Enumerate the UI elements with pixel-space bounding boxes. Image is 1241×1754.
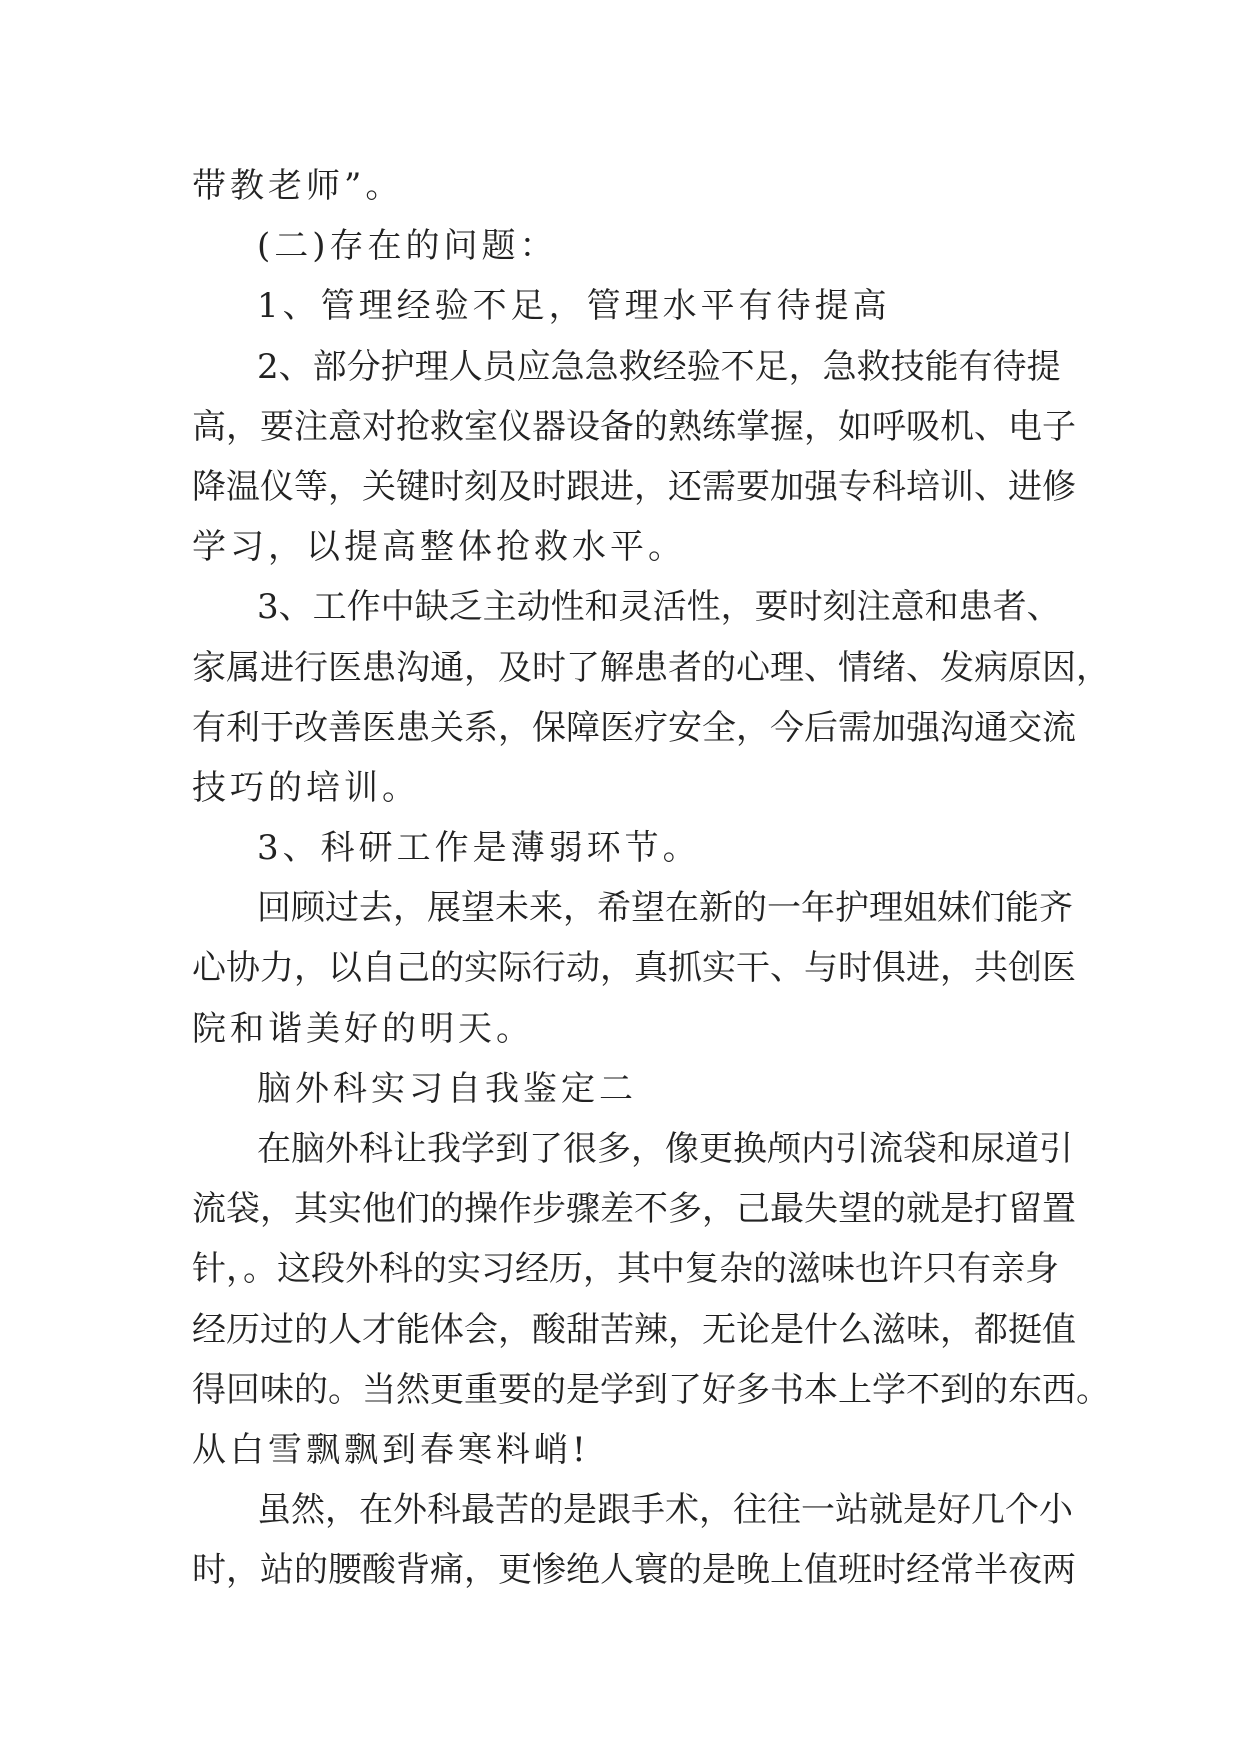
text-line-17: 在脑外科让我学到了很多，像更换颅内引流袋和尿道引 (257, 1129, 1073, 1169)
text-line-11: 技巧的培训。 (192, 767, 420, 808)
text-line-10: 有利于改善医患关系，保障医疗安全，今后需加强沟通交流 (192, 707, 1076, 748)
text-line-5: 高，要注意对抢救室仪器设备的熟练掌握，如呼吸机、电子 (192, 406, 1076, 447)
text-line-3: 1、管理经验不足，管理水平有待提高 (257, 286, 891, 327)
text-line-8: 3、工作中缺乏主动性和灵活性，要时刻注意和患者、 (257, 587, 1061, 628)
section-heading-part-two: 脑外科实习自我鉴定二 (257, 1068, 637, 1109)
text-line-13: 回顾过去，展望未来，希望在新的一年护理姐妹们能齐 (257, 888, 1073, 929)
text-line-21: 得回味的。当然更重要的是学到了好多书本上学不到的东西。 (192, 1369, 1110, 1410)
text-line-6: 降温仪等，关键时刻及时跟进，还需要加强专科培训、进修 (192, 466, 1076, 507)
text-line-15: 院和谐美好的明天。 (192, 1008, 534, 1049)
section-heading-problems: (二)存在的问题： (257, 226, 558, 267)
text-line-1: 带教老师”。 (192, 166, 404, 206)
text-line-4: 2、部分护理人员应急急救经验不足，急救技能有待提 (257, 346, 1061, 387)
text-line-23: 虽然，在外科最苦的是跟手术，往往一站就是好几个小 (257, 1490, 1073, 1531)
text-line-7: 学习，以提高整体抢救水平。 (192, 527, 686, 568)
document-body (192, 156, 1110, 1601)
text-line-19: 针，。这段外科的实习经历，其中复杂的滋味也许只有亲身 (192, 1249, 1059, 1290)
text-line-24: 时，站的腰酸背痛，更惨绝人寰的是晚上值班时经常半夜两 (192, 1550, 1076, 1591)
text-line-18: 流袋，其实他们的操作步骤差不多，己最失望的就是打留置 (192, 1189, 1076, 1230)
text-line-22: 从白雪飘飘到春寒料峭! (192, 1429, 590, 1470)
text-line-12: 3、科研工作是薄弱环节。 (257, 828, 701, 869)
text-line-14: 心协力，以自己的实际行动，真抓实干、与时俱进，共创医 (192, 948, 1076, 989)
text-line-20: 经历过的人才能体会，酸甜苦辣，无论是什么滋味，都挺值 (192, 1309, 1076, 1350)
text-line-9: 家属进行医患沟通，及时了解患者的心理、情绪、发病原因， (192, 647, 1110, 688)
